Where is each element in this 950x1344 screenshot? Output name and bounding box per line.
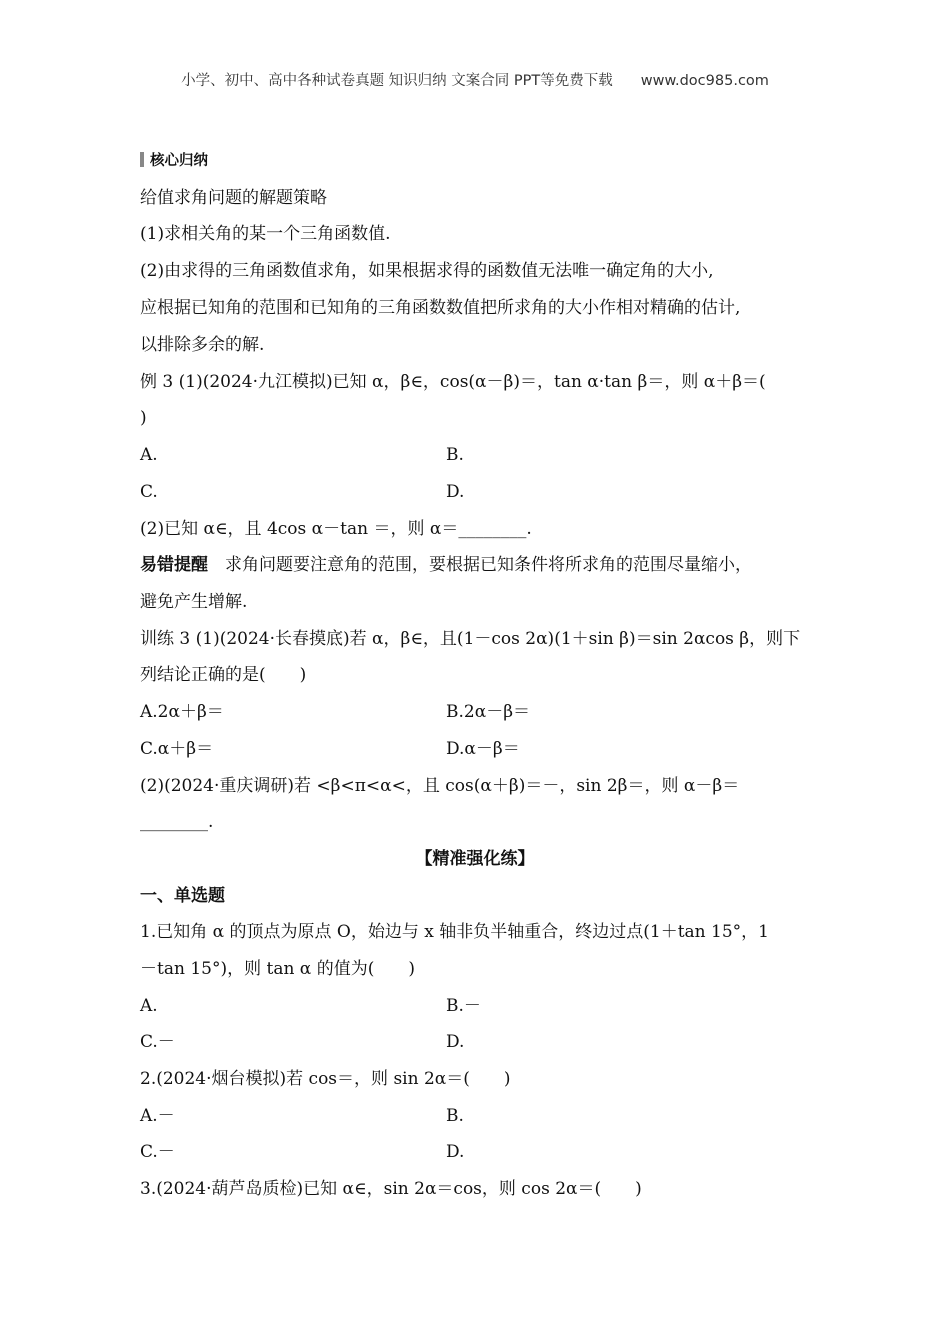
training3-option-c: C.α＋β＝ bbox=[140, 739, 214, 759]
training3-q2-line-2: ________. bbox=[140, 812, 214, 832]
example3-option-b: B. bbox=[446, 445, 464, 465]
question-1-option-a: A. bbox=[140, 996, 158, 1016]
section-title-text: 核心归纳 bbox=[150, 153, 208, 169]
question-2-option-b: B. bbox=[446, 1106, 464, 1126]
training3-option-b: B.2α－β＝ bbox=[446, 702, 531, 722]
strategy-point-1: (1)求相关角的某一个三角函数值. bbox=[140, 224, 391, 244]
question-1-option-c: C.－ bbox=[140, 1032, 175, 1052]
strategy-point-2-line-2: 应根据已知角的范围和已知角的三角函数数值把所求角的大小作相对精确的估计, bbox=[140, 298, 741, 318]
tip-line-2: 避免产生增解. bbox=[140, 592, 248, 612]
question-2-option-c: C.－ bbox=[140, 1142, 175, 1162]
question-1-option-d: D. bbox=[446, 1032, 465, 1052]
training3-q1-line-2: 列结论正确的是( ) bbox=[140, 665, 307, 685]
tip-label: 易错提醒 bbox=[140, 555, 208, 575]
strategy-point-2-line-1: (2)由求得的三角函数值求角，如果根据求得的函数值无法唯一确定角的大小, bbox=[140, 261, 714, 281]
example3-q1: 例 3 (1)(2024·九江模拟)已知 α，β∈，cos(α－β)＝，tan α·tan β＝，则 α＋β＝( bbox=[140, 372, 766, 392]
header-text: 小学、初中、高中各种试卷真题 知识归纳 文案合同 PPT等免费下载 bbox=[181, 73, 613, 89]
section-marker bbox=[140, 152, 144, 167]
example3-option-d: D. bbox=[446, 482, 465, 502]
question-1-line-2: －tan 15°)，则 tan α 的值为( ) bbox=[140, 959, 415, 979]
strategy-title: 给值求角问题的解题策略 bbox=[140, 188, 327, 208]
training3-q1-line-1: 训练 3 (1)(2024·长春摸底)若 α，β∈，且(1－cos 2α)(1＋sin β)＝sin 2αcos β，则下 bbox=[140, 629, 801, 649]
question-2: 2.(2024·烟台模拟)若 cos＝，则 sin 2α＝( ) bbox=[140, 1069, 511, 1089]
question-2-option-a: A.－ bbox=[140, 1106, 175, 1126]
tip-line-1 bbox=[140, 553, 752, 577]
training3-option-a: A.2α＋β＝ bbox=[140, 702, 224, 722]
page-header bbox=[0, 69, 950, 90]
practice-title: 【精准强化练】 bbox=[415, 849, 535, 869]
example3-q1-end: ) bbox=[140, 408, 147, 428]
question-1-line-1: 1.已知角 α 的顶点为原点 O，始边与 x 轴非负半轴重合，终边过点(1＋tan 15°，1 bbox=[140, 922, 769, 942]
example3-option-a: A. bbox=[140, 445, 158, 465]
header-url: www.doc985.com bbox=[640, 73, 769, 89]
example3-option-c: C. bbox=[140, 482, 158, 502]
section-title bbox=[140, 149, 208, 173]
training3-q2-line-1: (2)(2024·重庆调研)若 <β<π<α<，且 cos(α＋β)＝－，sin 2β＝，则 α－β＝ bbox=[140, 776, 740, 796]
practice-subtitle: 一、单选题 bbox=[140, 886, 225, 906]
example3-q2: (2)已知 α∈，且 4cos α－tan ＝，则 α＝________. bbox=[140, 519, 532, 539]
strategy-point-2-line-3: 以排除多余的解. bbox=[140, 335, 265, 355]
training3-option-d: D.α－β＝ bbox=[446, 739, 520, 759]
question-1-option-b: B.－ bbox=[446, 996, 481, 1016]
question-2-option-d: D. bbox=[446, 1142, 465, 1162]
tip-text-1: 求角问题要注意角的范围，要根据已知条件将所求角的范围尽量缩小， bbox=[225, 555, 752, 575]
question-3: 3.(2024·葫芦岛质检)已知 α∈，sin 2α＝cos，则 cos 2α＝( ) bbox=[140, 1179, 642, 1199]
